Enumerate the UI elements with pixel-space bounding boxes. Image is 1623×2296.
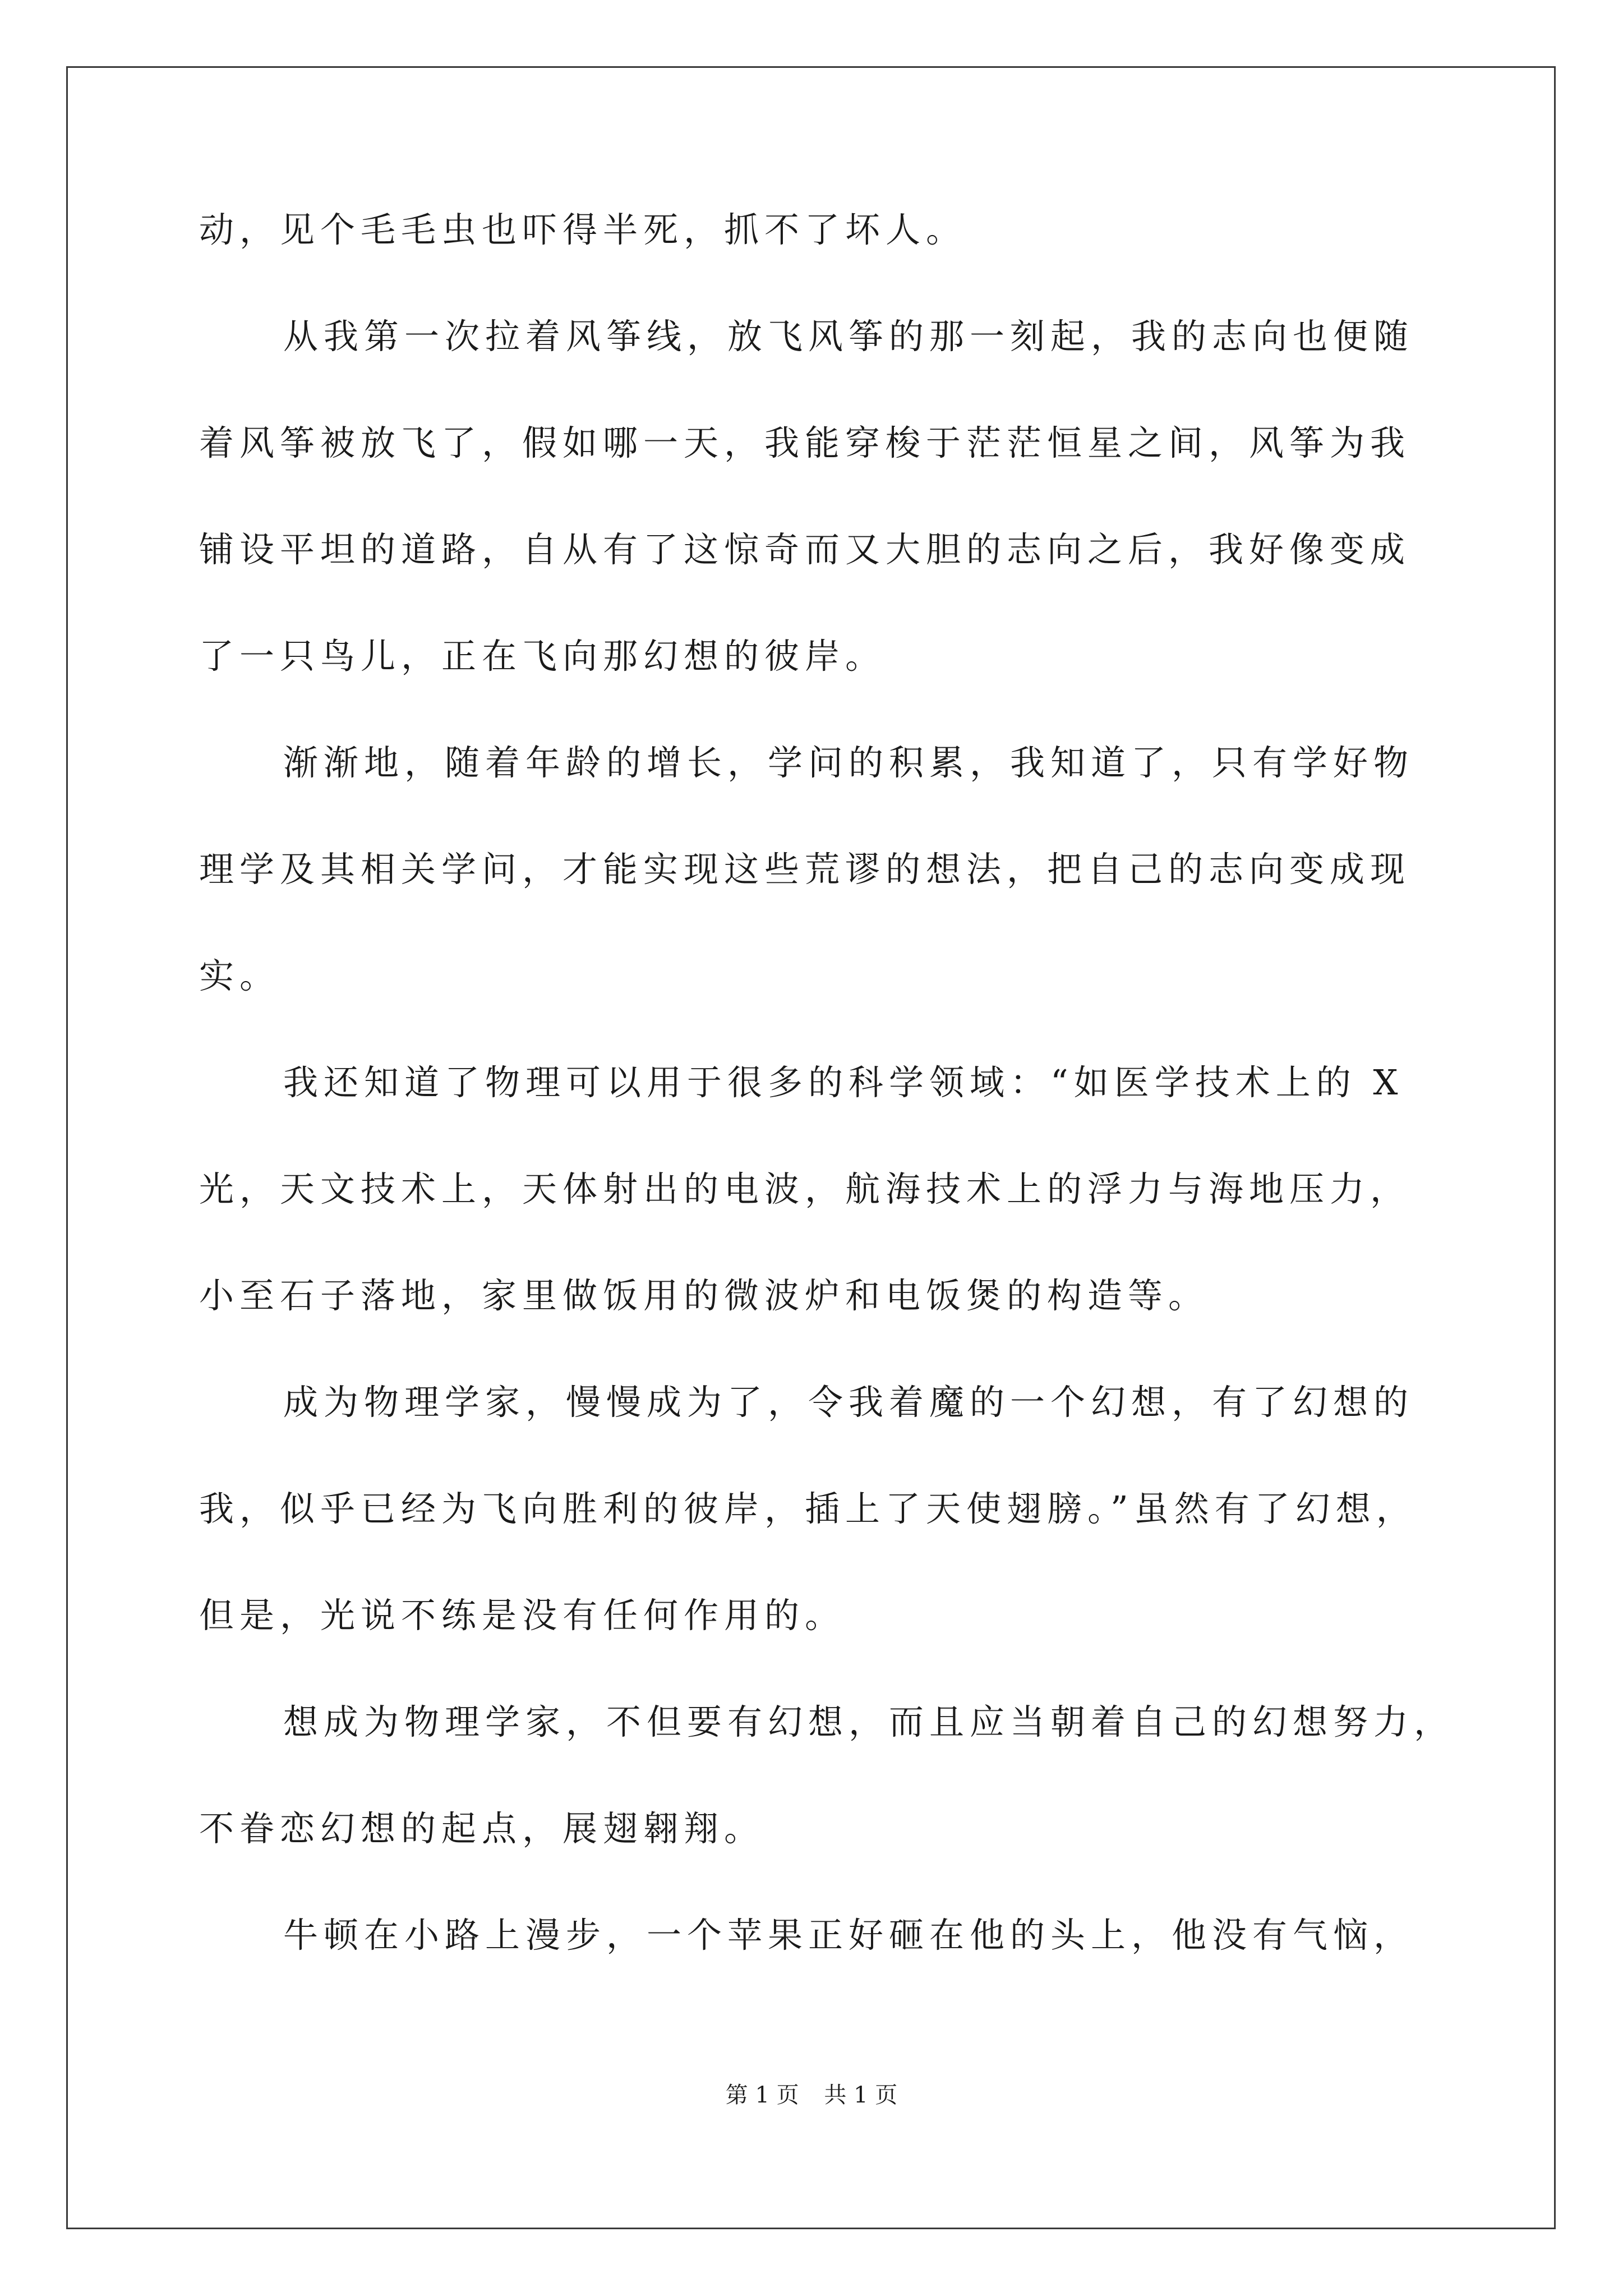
text-line: 不眷恋幻想的起点，展翅翱翔。 <box>199 1808 765 1849</box>
paragraph-start-line: 牛顿在小路上漫步，一个苹果正好砸在他的头上，他没有气恼， <box>283 1915 1414 1955</box>
text-line: 我，似乎已经为飞向胜利的彼岸，插上了天使翅膀。”虽然有了幻想， <box>199 1488 1417 1529</box>
page-number-current: 第 1 页 <box>725 2082 799 2108</box>
text-line: 动，见个毛毛虫也吓得半死，抓不了坏人。 <box>199 209 967 250</box>
paragraph-start-line: 想成为物理学家，不但要有幻想，而且应当朝着自己的幻想努力， <box>283 1701 1455 1742</box>
document-body <box>199 199 1455 2011</box>
text-line: 铺设平坦的道路，自从有了这惊奇而又大胆的志向之后，我好像变成 <box>199 529 1411 570</box>
text-line: 实。 <box>199 955 280 996</box>
text-line: 光，天文技术上，天体射出的电波，航海技术上的浮力与海地压力， <box>199 1168 1411 1209</box>
text-line: 小至石子落地，家里做饭用的微波炉和电饭煲的构造等。 <box>199 1275 1209 1316</box>
text-line: 但是，光说不练是没有任何作用的。 <box>199 1595 846 1636</box>
paragraph-start-line: 我还知道了物理可以用于很多的科学领域：“如医学技术上的 X <box>283 1062 1404 1103</box>
text-line: 了一只鸟儿，正在飞向那幻想的彼岸。 <box>199 636 886 677</box>
page-footer <box>0 2078 1623 2112</box>
page-number-total: 共 1 页 <box>824 2082 898 2108</box>
text-line: 着风筝被放飞了，假如哪一天，我能穿梭于茫茫恒星之间，风筝为我 <box>199 422 1411 463</box>
paragraph-start-line: 从我第一次拉着风筝线，放飞风筝的那一刻起，我的志向也便随 <box>283 316 1414 357</box>
paragraph-start-line: 成为物理学家，慢慢成为了，令我着魔的一个幻想，有了幻想的 <box>283 1382 1414 1423</box>
paragraph-start-line: 渐渐地，随着年龄的增长，学问的积累，我知道了，只有学好物 <box>283 742 1414 783</box>
text-line: 理学及其相关学问，才能实现这些荒谬的想法，把自己的志向变成现 <box>199 849 1411 890</box>
